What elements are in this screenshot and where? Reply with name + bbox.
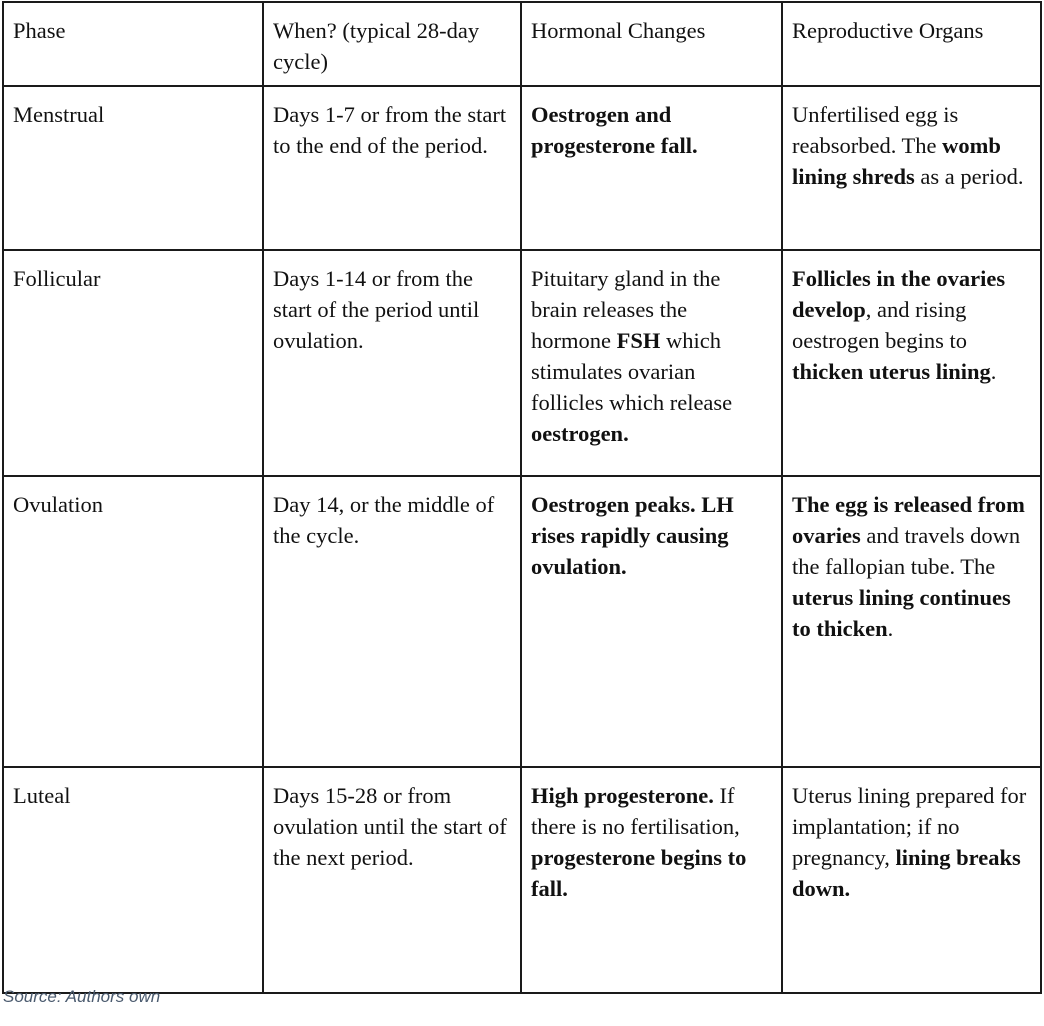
header-when: When? (typical 28-day cycle): [263, 2, 521, 86]
header-phase: Phase: [3, 2, 263, 86]
text: .: [990, 359, 997, 384]
when-cell: Day 14, or the middle of the cycle.: [263, 476, 521, 767]
phase-cell: Luteal: [3, 767, 263, 993]
table-row-luteal: [3, 767, 1041, 993]
hormonal-cell: [521, 767, 782, 993]
hormonal-cell: [521, 86, 782, 250]
bold-text: FSH: [616, 328, 661, 353]
bold-text: The egg is released from ovaries: [792, 492, 1025, 548]
bold-text: oestrogen.: [531, 421, 629, 446]
text: as a period.: [914, 164, 1024, 189]
organs-cell: [782, 767, 1041, 993]
table-row-menstrual: [3, 86, 1041, 250]
table-row-ovulation: [3, 476, 1041, 767]
bold-text: progesterone begins to fall.: [531, 845, 747, 901]
table-header-row: [3, 2, 1041, 86]
hormonal-cell: [521, 476, 782, 767]
bold-text: Oestrogen and progesterone fall.: [531, 102, 698, 158]
text: If there is no fertilisation,: [531, 783, 740, 839]
organs-cell: [782, 250, 1041, 476]
bold-text: womb lining shreds: [792, 133, 1001, 189]
bold-text: High progesterone.: [531, 783, 714, 808]
when-cell: Days 1-14 or from the start of the period until ovulation.: [263, 250, 521, 476]
text: which stimulates ovarian follicles which release: [531, 328, 733, 415]
when-cell: Days 1-7 or from the start to the end of the period.: [263, 86, 521, 250]
header-reproductive-organs: Reproductive Organs: [782, 2, 1041, 86]
bold-text: Oestrogen peaks. LH rises rapidly causing ovulation.: [531, 492, 734, 579]
bold-text: thicken uterus lining: [792, 359, 991, 384]
text: Pituitary gland in the brain releases the hormone: [531, 266, 721, 353]
table-row-follicular: [3, 250, 1041, 476]
bold-text: uterus lining continues to thicken: [792, 585, 1011, 641]
when-cell: Days 15-28 or from ovulation until the start of the next period.: [263, 767, 521, 993]
text: Uterus lining prepared for implantation; if no pregnancy,: [792, 783, 1027, 870]
hormonal-cell: [521, 250, 782, 476]
organs-cell: [782, 476, 1041, 767]
text: and travels down the fallopian tube. The: [792, 523, 1021, 579]
phase-cell: Ovulation: [3, 476, 263, 767]
organs-cell: [782, 86, 1041, 250]
bold-text: Follicles in the ovaries develop: [792, 266, 1006, 322]
text: .: [887, 616, 894, 641]
phase-cell: Follicular: [3, 250, 263, 476]
header-hormonal-changes: Hormonal Changes: [521, 2, 782, 86]
menstrual-cycle-table: [2, 1, 1042, 994]
text: , and rising oestrogen begins to: [792, 297, 967, 353]
text: Unfertilised egg is reabsorbed. The: [792, 102, 959, 158]
source-caption: Source: Authors own: [3, 987, 161, 1006]
bold-text: lining breaks down.: [792, 845, 1021, 901]
phase-cell: Menstrual: [3, 86, 263, 250]
